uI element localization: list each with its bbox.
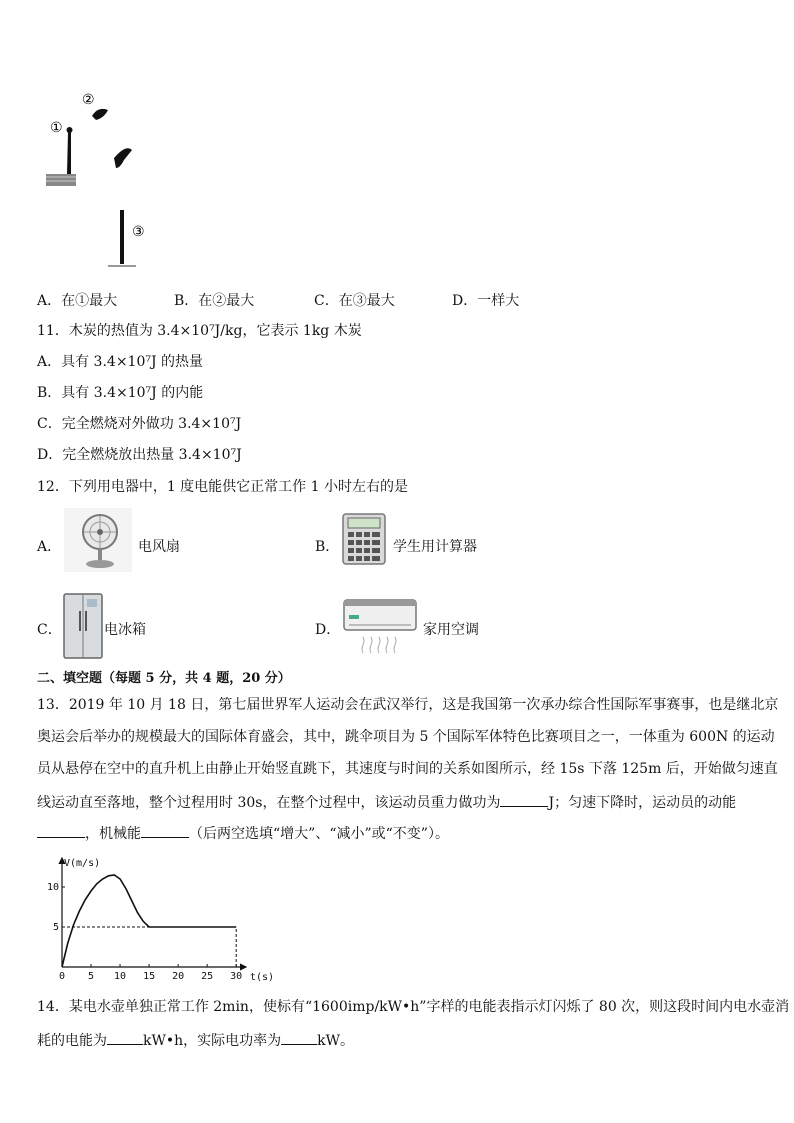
x-tick-label: 25	[201, 971, 214, 982]
q13-line-5-text-a: ，机械能	[85, 826, 141, 842]
velocity-time-chart	[40, 852, 280, 982]
q12-option-d-label: 家用空调	[423, 622, 479, 638]
y-axis-label: V(m/s)	[64, 858, 101, 869]
q12-option-c-label: 电冰箱	[104, 622, 146, 638]
q13-line-1: 13．2019 年 10 月 18 日，第七届世界军人运动会在武汉举行，这是我国第一次承办综合性国际军事赛事，也是继北京	[37, 697, 779, 713]
q12-option-b-letter[interactable]: B．	[315, 539, 340, 555]
answer-blank-3[interactable]	[141, 823, 189, 838]
q10-options	[37, 290, 757, 308]
y-tick-label: 10	[46, 882, 59, 893]
x-tick-label: 5	[88, 971, 95, 982]
diver-illustration	[40, 88, 170, 273]
answer-blank-1[interactable]	[500, 792, 548, 807]
q12-option-d-letter[interactable]: D．	[315, 622, 341, 638]
q10-option-b[interactable]: B．在②最大	[174, 293, 255, 309]
q10-option-a[interactable]: A．在①最大	[37, 293, 118, 309]
q12-option-a-label: 电风扇	[138, 539, 180, 555]
q11-option-a[interactable]: A．具有 3.4×10⁷J 的热量	[37, 354, 204, 370]
q12-option-c-letter[interactable]: C．	[37, 622, 62, 638]
q13-line-4-text-a: 线运动直至落地，整个过程用时 30s，在整个过程中，该运动员重力做功为	[37, 795, 501, 811]
q13-line-5-text-b: （后两空选填“增大”、“减小”或“不变”）。	[189, 826, 449, 842]
figure-label-1: ①	[50, 120, 63, 136]
q13-line-5	[37, 823, 449, 843]
y-tick-label: 5	[52, 922, 59, 933]
q10-option-d[interactable]: D．一样大	[452, 293, 520, 309]
refrigerator-icon	[63, 593, 103, 659]
q13-line-2: 奥运会后举办的规模最大的国际体育盛会，其中，跳伞项目为 5 个国际军体特色比赛项目之一，一体重为 600N 的运动	[37, 729, 775, 745]
diver-pose-mid	[114, 148, 132, 168]
answer-blank-4[interactable]	[107, 1030, 143, 1045]
q11-option-c[interactable]: C．完全燃烧对外做功 3.4×10⁷J	[37, 416, 242, 432]
q11-option-b[interactable]: B．具有 3.4×10⁷J 的内能	[37, 385, 204, 401]
x-tick-label: 0	[58, 971, 66, 982]
figure-label-2: ②	[82, 92, 95, 108]
x-tick-label: 10	[114, 971, 127, 982]
answer-blank-2[interactable]	[37, 823, 85, 838]
calculator-icon	[342, 513, 386, 565]
answer-blank-5[interactable]	[281, 1030, 317, 1045]
q11-option-d[interactable]: D．完全燃烧放出热量 3.4×10⁷J	[37, 447, 242, 463]
q13-line-4-text-b: J；匀速下降时，运动员的动能	[548, 795, 737, 811]
q12-option-b-label: 学生用计算器	[393, 539, 477, 555]
q13-line-3: 员从悬停在空中的直升机上由静止开始竖直跳下，其速度与时间的关系如图所示，经 15s 下落 125m 后，开始做匀速直	[37, 761, 778, 777]
air-conditioner-icon	[343, 599, 417, 657]
diving-board	[46, 174, 76, 186]
q10-option-c[interactable]: C．在③最大	[314, 293, 395, 309]
q14-line-2-text-c: kW。	[317, 1033, 355, 1049]
diver-pose-2	[92, 109, 108, 120]
q12-stem: 12．下列用电器中，1 度电能供它正常工作 1 小时左右的是	[37, 479, 408, 495]
q14-line-2	[37, 1030, 354, 1050]
section-title: 二、填空题（每题 5 分，共 4 题，20 分）	[37, 671, 291, 686]
q14-line-2-text-a: 耗的电能为	[37, 1033, 107, 1049]
x-axis-label: t(s)	[250, 972, 275, 982]
velocity-curve	[62, 875, 236, 967]
diver-figure	[40, 88, 170, 273]
q14-line-1: 14．某电水壶单独正常工作 2min，使标有“1600imp/kW•h”字样的电能表指示灯闪烁了 80 次，则这段时间内电水壶消	[37, 999, 790, 1015]
x-tick-label: 30	[230, 971, 243, 982]
q11-stem: 11．木炭的热值为 3.4×10⁷J/kg，它表示 1kg 木炭	[37, 323, 362, 339]
q12-option-a-letter[interactable]: A．	[37, 539, 62, 555]
diver-pose-3	[120, 210, 124, 264]
q13-line-4	[37, 792, 736, 812]
q14-line-2-text-b: kW•h，实际电功率为	[143, 1033, 282, 1049]
figure-label-3: ③	[132, 224, 145, 240]
diver-pose-1	[67, 132, 71, 174]
x-tick-label: 15	[143, 971, 156, 982]
x-tick-label: 20	[172, 971, 185, 982]
fan-icon	[64, 508, 132, 572]
